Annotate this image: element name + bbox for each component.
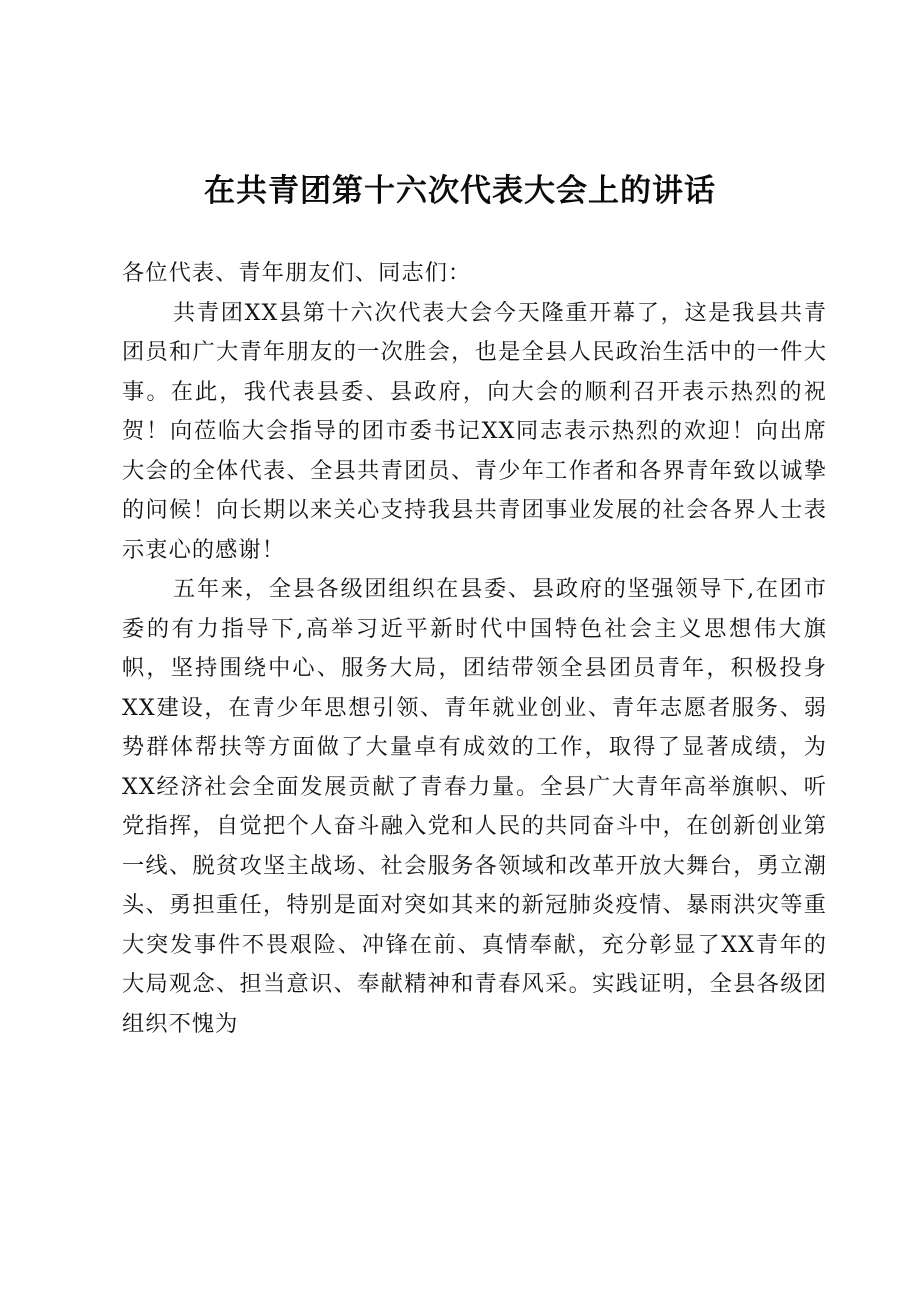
- paragraph-opening: 共青团XX县第十六次代表大会今天隆重开幕了，这是我县共青团员和广大青年朋友的一次胜会，也是全县人民政治生活中的一件大事。在此，我代表县委、县政府，向大会的顺利召开表示热烈的祝贺！向莅临大会指导的团市委书记XX同志表示热烈的欢迎！向出席大会的全体代表、全县共青团员、青少年工作者和各界青年致以诚挚的问候！向长期以来关心支持我县共青团事业发展的社会各界人士表示衷心的感谢！: [122, 299, 827, 563]
- document-title: 在共青团第十六次代表大会上的讲话: [204, 173, 716, 209]
- document-body: [122, 254, 827, 1044]
- paragraph-achievements: 五年来，全县各级团组织在县委、县政府的坚强领导下,在团市委的有力指导下,高举习近平新时代中国特色社会主义思想伟大旗帜，坚持围绕中心、服务大局，团结带领全县团员青年，积极投身XX建设，在青少年思想引领、青年就业创业、青年志愿者服务、弱势群体帮扶等方面做了大量卓有成效的工作，取得了显著成绩，为XX经济社会全面发展贡献了青春力量。全县广大青年高举旗帜、听党指挥，自觉把个人奋斗融入党和人民的共同奋斗中，在创新创业第一线、脱贫攻坚主战场、社会服务各领域和改革开放大舞台，勇立潮头、勇担重任，特别是面对突如其来的新冠肺炎疫情、暴雨洪灾等重大突发事件不畏艰险、冲锋在前、真情奉献，充分彰显了XX青年的大局观念、担当意识、奉献精神和青春风采。实践证明，全县各级团组织不愧为: [122, 576, 827, 1037]
- salutation: 各位代表、青年朋友们、同志们：: [122, 260, 472, 286]
